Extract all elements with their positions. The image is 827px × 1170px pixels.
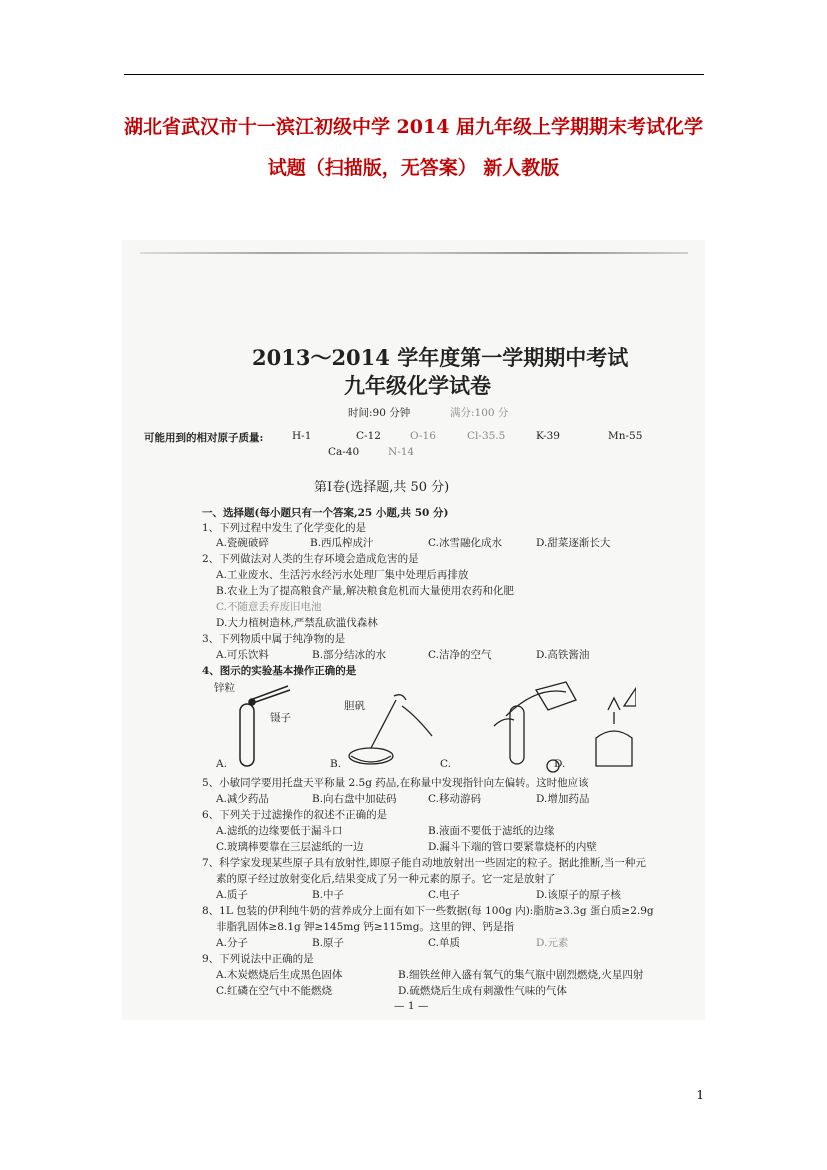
- q6-option-a: A.滤纸的边缘要低于漏斗口: [216, 825, 343, 837]
- q9-option-a: A.木炭燃烧后生成黑色固体: [216, 969, 343, 981]
- scanned-exam-page: [122, 240, 705, 1020]
- q4-stem: 4、图示的实验基本操作正确的是: [202, 665, 357, 677]
- q4-option-a: A.: [216, 758, 227, 770]
- q8-option-d: D.元素: [536, 937, 569, 949]
- q6-option-c: C.玻璃棒要靠在三层滤纸的一边: [216, 841, 364, 853]
- section-header: 第Ⅰ卷(选择题,共 50 分): [314, 480, 450, 495]
- q2-option-c: C.不随意丢弃废旧电池: [216, 601, 322, 613]
- q5-stem: 5、小敏同学要用托盘天平称量 2.5g 药品,在称量中发现指针向左偏转。这时他应该: [202, 777, 589, 789]
- atomic-mass-k: K-39: [536, 430, 560, 442]
- document-title-line1: 湖北省武汉市十一滨江初级中学 2014 届九年级上学期期末考试化学: [123, 116, 704, 138]
- q9-stem: 9、下列说法中正确的是: [202, 953, 314, 965]
- q3-option-d: D.高铁酱油: [536, 649, 590, 661]
- q3-option-c: C.洁净的空气: [428, 649, 492, 661]
- atomic-mass-h: H-1: [292, 430, 312, 442]
- q9-option-b: B.细铁丝伸入盛有氧气的集气瓶中剧烈燃烧,火星四射: [398, 969, 644, 981]
- q3-option-b: B.部分结冰的水: [312, 649, 387, 661]
- q7-option-a: A.质子: [216, 889, 248, 901]
- q8-option-a: A.分子: [216, 937, 248, 949]
- q7-option-c: C.电子: [428, 889, 460, 901]
- q7-option-b: B.中子: [312, 889, 345, 901]
- scan-artifact-line: [140, 252, 688, 254]
- header-rule: [124, 74, 704, 75]
- atomic-mass-mn: Mn-55: [608, 430, 643, 442]
- apparatus-d-alcohol-lamp: [596, 688, 636, 766]
- q6-option-d: D.漏斗下端的管口要紧靠烧杯的内壁: [428, 841, 597, 853]
- exam-title: 2013～2014 学年度第一学期期中考试: [252, 345, 629, 370]
- q2-option-a: A.工业废水、生活污水经污水处理厂集中处理后再排放: [216, 569, 469, 581]
- q5-option-b: B.向右盘中加砝码: [312, 793, 397, 805]
- page-number: 1: [696, 1088, 704, 1102]
- q7-option-d: D.该原子的原子核: [536, 889, 621, 901]
- q8-stem-line2: 非脂乳固体≥8.1g 钾≥145mg 钙≥115mg。这里的钾、钙是指: [216, 921, 514, 933]
- q7-stem-line1: 7、科学家发现某些原子具有放射性,即原子能自动地放射出一些固定的粒子。据此推断,当一种元: [202, 857, 646, 869]
- atomic-mass-n: N-14: [388, 446, 415, 458]
- atomic-mass-label: 可能用到的相对原子质量:: [144, 432, 264, 444]
- atomic-mass-o: O-16: [410, 430, 436, 442]
- part-intro: 一、选择题(每小题只有一个答案,25 小题,共 50 分): [202, 507, 449, 519]
- q2-stem: 2、下列做法对人类的生存环境会造成危害的是: [202, 553, 419, 565]
- apparatus-a-test-tube: [240, 686, 290, 766]
- time-info: 时间:90 分钟: [348, 407, 411, 419]
- document-title-line2: 试题（扫描版，无答案） 新人教版: [267, 157, 560, 179]
- q3-option-a: A.可乐饮料: [216, 649, 269, 661]
- q3-stem: 3、下列物质中属于纯净物的是: [202, 633, 346, 645]
- q4-option-c: C.: [440, 758, 451, 770]
- q6-option-b: B.液面不要低于滤纸的边缘: [428, 825, 555, 837]
- q2-option-b: B.农业上为了提高粮食产量,解决粮食危机而大量使用农药和化肥: [216, 585, 514, 597]
- atomic-mass-cl: Cl-35.5: [467, 430, 506, 442]
- q4-option-d: D.: [554, 758, 566, 770]
- q8-option-c: C.单质: [428, 937, 460, 949]
- q6-stem: 6、下列关于过滤操作的叙述不正确的是: [202, 809, 388, 821]
- q1-option-d: D.甜菜逐渐长大: [536, 537, 611, 549]
- q1-option-a: A.瓷碗破碎: [216, 537, 269, 549]
- q4-label-tweezers: 镊子: [270, 712, 291, 724]
- q9-option-d: D.硫燃烧后生成有刺激性气味的气体: [398, 985, 567, 997]
- q4-option-b: B.: [330, 758, 342, 770]
- q8-option-b: B.原子: [312, 937, 345, 949]
- q1-option-b: B.西瓜榨成汁: [310, 537, 374, 549]
- q5-option-d: D.增加药品: [536, 793, 590, 805]
- q4-apparatus-illustrations: [206, 676, 636, 774]
- q9-option-c: C.红磷在空气中不能燃烧: [216, 985, 332, 997]
- q1-stem: 1、下列过程中发生了化学变化的是: [202, 522, 367, 534]
- score-info: 满分:100 分: [450, 407, 509, 419]
- scan-page-number: — 1 —: [394, 1000, 429, 1012]
- q4-label-zinc-grain: 锌粒: [214, 682, 235, 694]
- q4-label-copper-sulfate: 胆矾: [344, 700, 365, 712]
- q7-stem-line2: 素的原子经过放射变化后,结果变成了另一种元素的原子。它一定是放射了: [216, 873, 556, 885]
- atomic-mass-c: C-12: [356, 430, 381, 442]
- exam-subtitle: 九年级化学试卷: [344, 373, 491, 398]
- q1-option-c: C.冰雪融化成水: [428, 537, 502, 549]
- q2-option-d: D.大力植树造林,严禁乱砍滥伐森林: [216, 617, 378, 629]
- q5-option-a: A.减少药品: [216, 793, 269, 805]
- q5-option-c: C.移动游码: [428, 793, 481, 805]
- atomic-mass-ca: Ca-40: [328, 446, 360, 458]
- q8-stem-line1: 8、1L 包装的伊利纯牛奶的营养成分上面有如下一些数据(每 100g 内):脂肪≥3.3g 蛋白质≥2.9g: [202, 905, 654, 917]
